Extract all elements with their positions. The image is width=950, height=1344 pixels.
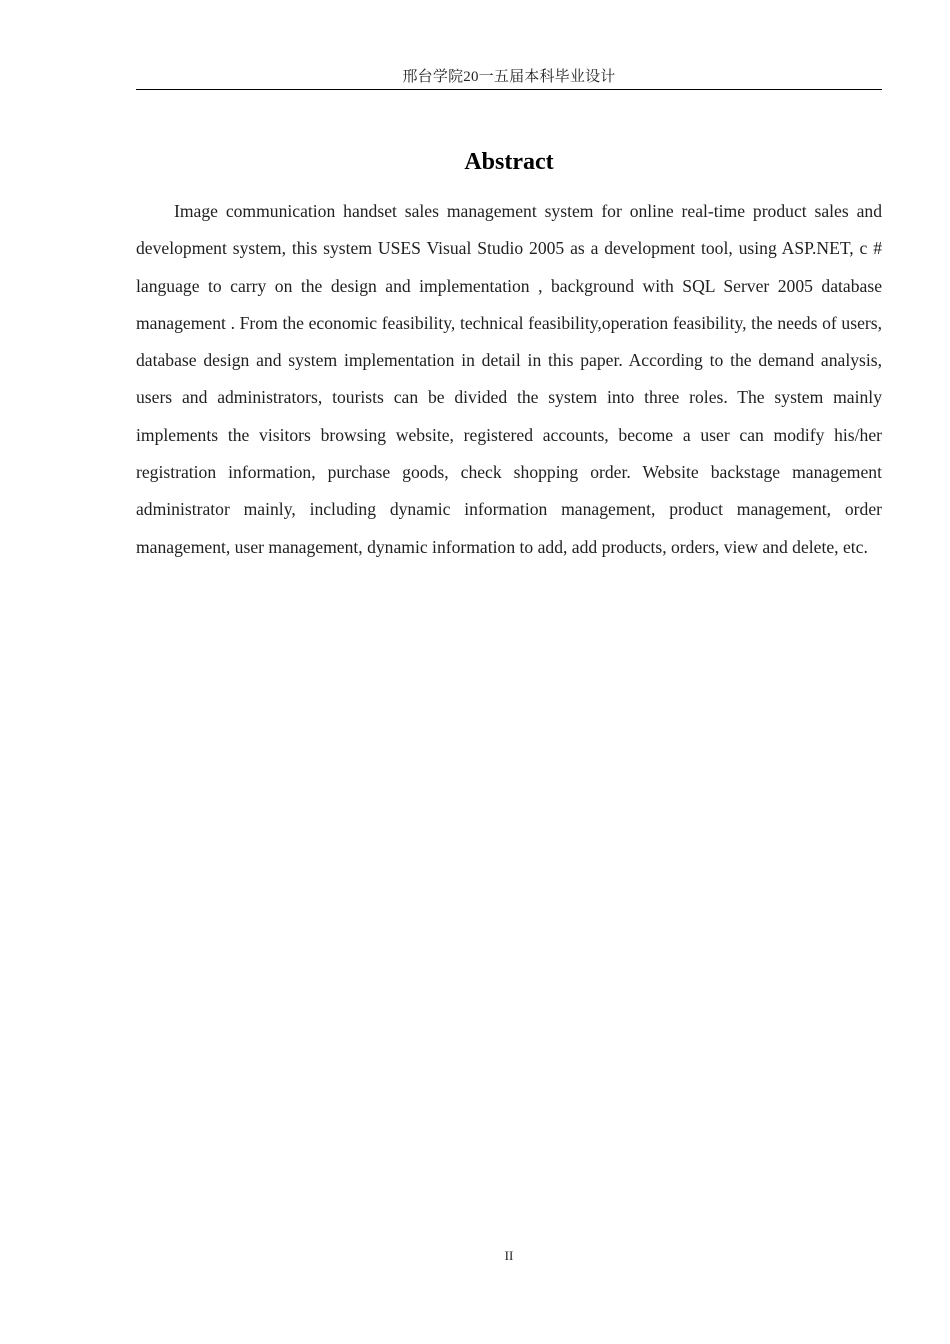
abstract-body: Image communication handset sales management system for online real-time product sales and development system, this system USES Visual Studio 2005 as a development tool, using ASP.NET, c # language to carry on the design and implementation , background with SQL Server 2005 database management . From the economic feasibility, technical feasibility,operation feasibility, the needs of users, database design and system implementation in detail in this paper. According to the demand analysis, users and administrators, tourists can be divided the system into three roles. The system mainly implements the visitors browsing website, registered accounts, become a user can modify his/her registration information, purchase goods, check shopping order. Website backstage management administrator mainly, including dynamic information management, product management, order management, user management, dynamic information to add, add products, orders, view and delete, etc. — [136, 201, 882, 557]
abstract-title: Abstract — [464, 149, 554, 175]
page-number: II — [504, 1248, 514, 1263]
page-header — [136, 66, 882, 90]
header-text: 邢台学院20一五届本科毕业设计 — [402, 69, 616, 85]
